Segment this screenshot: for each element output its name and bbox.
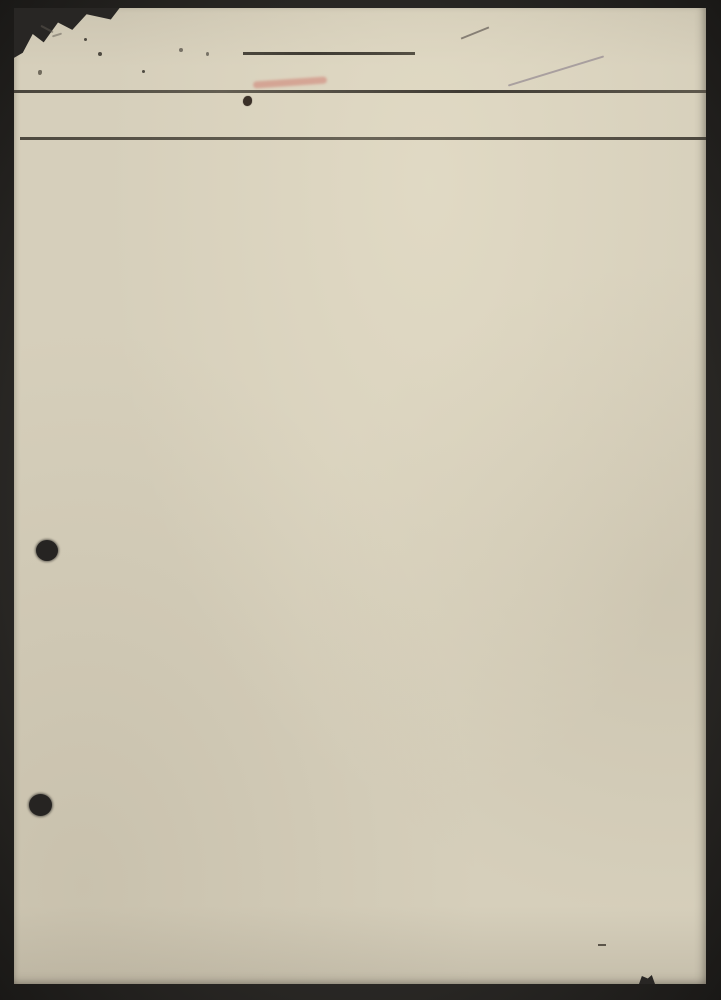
punch-hole <box>36 540 58 561</box>
paper-speck <box>179 48 183 52</box>
ink-blob <box>243 96 252 106</box>
document-page <box>14 8 706 984</box>
paper-speck <box>142 70 145 73</box>
punch-hole <box>29 794 52 816</box>
paper-speck <box>84 38 87 41</box>
paper-speck <box>206 52 209 56</box>
table-body <box>14 8 706 984</box>
page-number <box>598 943 606 946</box>
paper-speck <box>98 52 102 56</box>
